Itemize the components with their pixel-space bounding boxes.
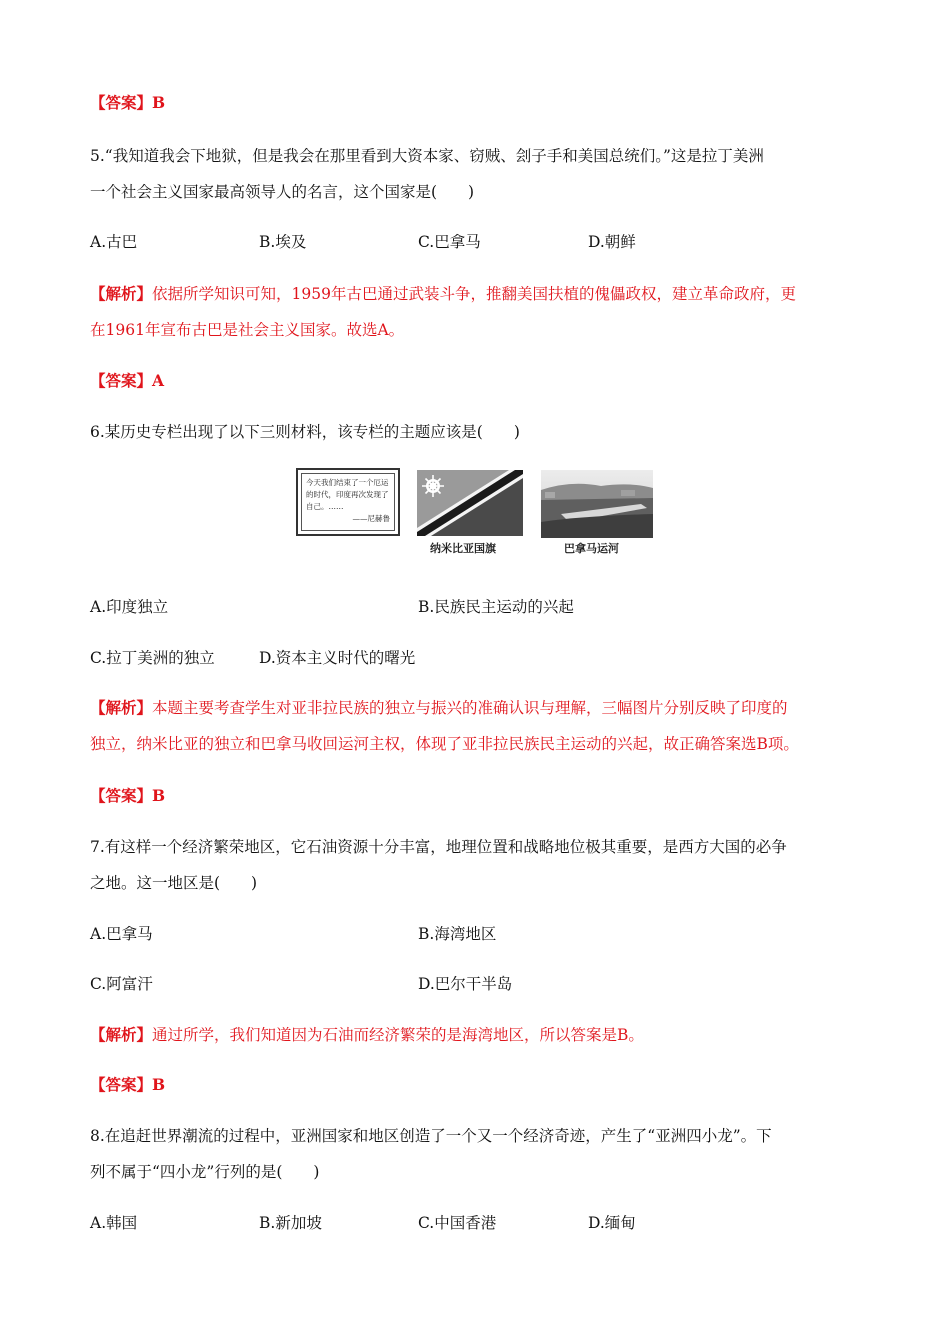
q6-option-a: A.印度独立 — [90, 598, 169, 616]
q6-analysis-line2: 独立，纳米比亚的独立和巴拿马收回运河主权，体现了亚非拉民族民主运动的兴起，故正确答案选B项。 — [90, 735, 799, 753]
q6-stem: 6.某历史专栏出现了以下三则材料，该专栏的主题应该是( ) — [90, 423, 520, 441]
q7-option-a: A.巴拿马 — [90, 925, 153, 943]
q5-option-d: D.朝鲜 — [588, 233, 636, 251]
namibia-flag-image — [417, 470, 523, 536]
q8-option-d: D.缅甸 — [588, 1214, 636, 1232]
q5-stem-line2: 一个社会主义国家最高领导人的名言，这个国家是( ) — [90, 183, 475, 201]
q8-stem-line2: 列不属于“四小龙”行列的是( ) — [90, 1163, 320, 1181]
nehru-quote-author: ——尼赫鲁 — [352, 514, 390, 523]
q5-option-a: A.古巴 — [90, 233, 138, 251]
q6-option-c: C.拉丁美洲的独立 — [90, 649, 215, 667]
q7-stem-line1: 7.有这样一个经济繁荣地区，它石油资源十分丰富，地理位置和战略地位极其重要，是西方大国的必争 — [90, 838, 787, 856]
q5-analysis-text1: 依据所学知识可知，1959年古巴通过武装斗争，推翻美国扶植的傀儡政权，建立革命政府，更 — [152, 285, 796, 303]
q8-option-a: A.韩国 — [90, 1214, 138, 1232]
q5-analysis-tag: 【解析】 — [90, 284, 153, 303]
q6-option-d: D.资本主义时代的曙光 — [259, 649, 416, 667]
q4-answer: 【答案】B — [90, 93, 166, 112]
q8-stem-line1: 8.在追赶世界潮流的过程中，亚洲国家和地区创造了一个又一个经济奇迹，产生了“亚洲四小龙”。下 — [90, 1127, 772, 1145]
q5-analysis-line2: 在1961年宣布古巴是社会主义国家。故选A。 — [90, 321, 405, 339]
panama-canal-caption: 巴拿马运河 — [564, 542, 619, 555]
q7-option-c: C.阿富汗 — [90, 975, 153, 993]
q7-answer: 【答案】B — [90, 1075, 166, 1094]
q7-analysis — [90, 1024, 644, 1046]
q5-stem-line1: 5.“我知道我会下地狱，但是我会在那里看到大资本家、窃贼、刽子手和美国总统们。”这是拉丁美洲 — [90, 147, 764, 165]
q7-analysis-text: 通过所学，我们知道因为石油而经济繁荣的是海湾地区，所以答案是B。 — [152, 1026, 644, 1044]
q7-stem-line2: 之地。这一地区是( ) — [90, 874, 258, 892]
panama-canal-image — [541, 470, 653, 538]
q5-answer: 【答案】A — [90, 371, 165, 390]
q6-analysis-line1 — [90, 697, 788, 719]
namibia-flag-caption: 纳米比亚国旗 — [430, 542, 496, 555]
q6-analysis-text1: 本题主要考查学生对亚非拉民族的独立与振兴的准确认识与理解，三幅图片分别反映了印度的 — [152, 699, 788, 717]
q8-option-c: C.中国香港 — [418, 1214, 497, 1232]
nehru-quote-text: 今天我们结束了一个厄运的时代，印度再次发现了自己。…… — [306, 478, 389, 511]
q5-option-c: C.巴拿马 — [418, 233, 481, 251]
nehru-quote-figure — [296, 468, 400, 536]
q7-analysis-tag: 【解析】 — [90, 1025, 153, 1044]
q6-answer: 【答案】B — [90, 786, 166, 805]
q8-option-b: B.新加坡 — [259, 1214, 322, 1232]
q6-analysis-tag: 【解析】 — [90, 698, 153, 717]
q5-option-b: B.埃及 — [259, 233, 307, 251]
q6-option-b: B.民族民主运动的兴起 — [418, 598, 574, 616]
q7-option-d: D.巴尔干半岛 — [418, 975, 513, 993]
q5-analysis-line1 — [90, 283, 796, 305]
q7-option-b: B.海湾地区 — [418, 925, 497, 943]
